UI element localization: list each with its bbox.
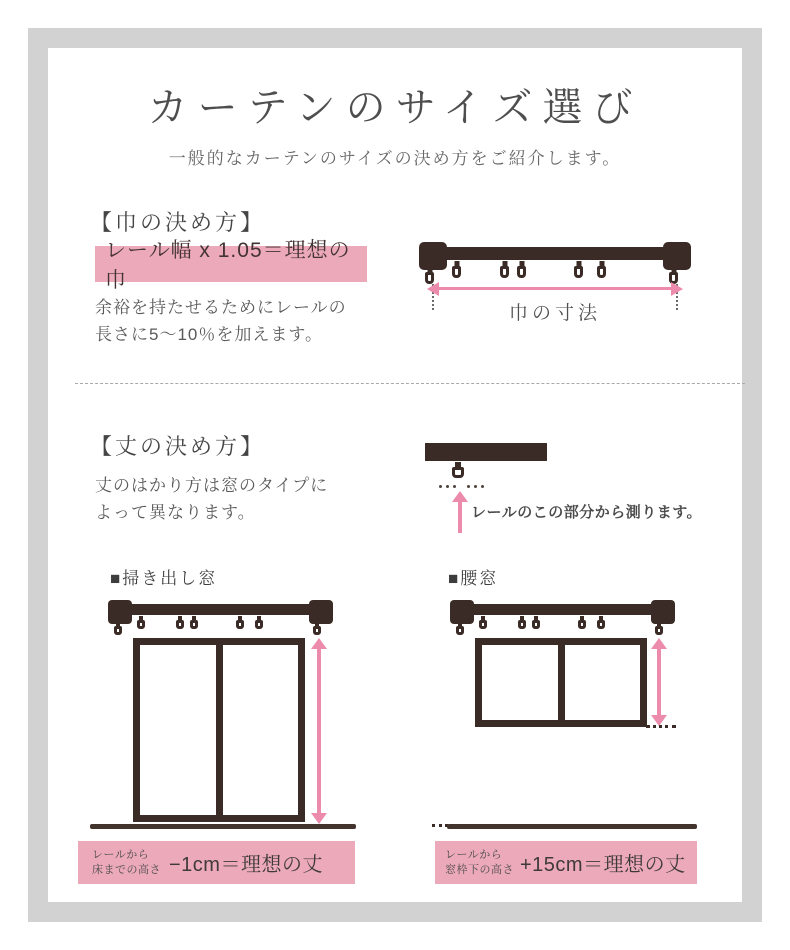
floor-window-formula: −1cm＝理想の丈	[169, 854, 323, 876]
height-measure-arrow-icon	[651, 638, 667, 726]
length-section-heading: 【丈の決め方】	[90, 434, 266, 459]
waist-window-range: レールから 窓枠下の高さ	[445, 848, 514, 876]
rail-closeup-diagram	[425, 443, 725, 543]
rail-bar	[452, 604, 673, 615]
measure-point-note: レールのこの部分から測ります。	[471, 504, 703, 521]
height-measure-arrow-icon	[311, 638, 327, 824]
rail-cap	[450, 600, 474, 624]
rail-runner	[313, 626, 321, 635]
rail-cap	[419, 242, 447, 270]
rail-cap	[663, 242, 691, 270]
rail-runner	[452, 266, 461, 278]
rail-runner	[597, 620, 605, 629]
rail-runner	[517, 266, 526, 278]
rail-cap	[309, 600, 333, 624]
rail-runner	[500, 266, 509, 278]
rail-bar	[421, 247, 689, 260]
rail-runner	[137, 620, 145, 629]
floor-window-diagram	[88, 598, 358, 834]
rail-runner	[456, 626, 464, 635]
width-note-line2: 長さに5～10％を加えます。	[95, 325, 324, 345]
rail-runner	[597, 266, 606, 278]
length-note	[95, 472, 328, 526]
length-note-line2: よって異なります。	[95, 503, 256, 523]
waist-window-formula-highlight	[435, 841, 697, 884]
floor-line-dotted-start	[432, 824, 448, 827]
rail-runner	[574, 266, 583, 278]
rail-runner	[452, 467, 464, 478]
waist-window-diagram	[430, 598, 700, 834]
window-bottom-dotted-line	[646, 725, 676, 728]
rail-runner	[190, 620, 198, 629]
rail-runner	[578, 620, 586, 629]
length-note-line1: 丈のはかり方は窓のタイプに	[95, 476, 329, 495]
floor-window-formula-highlight	[78, 841, 355, 884]
window-mullion	[558, 645, 565, 720]
rail-runner	[236, 620, 244, 629]
waist-window-label: ■腰窓	[448, 569, 499, 588]
rail-bar	[425, 443, 547, 461]
width-measure-arrow-icon	[427, 282, 683, 296]
page-subtitle: 一般的なカーテンのサイズの決め方をご紹介します。	[168, 149, 622, 168]
rail-runner	[518, 620, 526, 629]
rail-cap	[108, 600, 132, 624]
rail-runner	[255, 620, 263, 629]
rail-runner	[479, 620, 487, 629]
rail-runner	[114, 626, 122, 635]
rail-cap	[651, 600, 675, 624]
floor-window-label: ■掃き出し窓	[110, 569, 218, 588]
floor-line	[90, 824, 356, 829]
rail-runner	[176, 620, 184, 629]
width-diagram	[419, 242, 691, 326]
width-note	[95, 294, 347, 348]
window-illustration	[133, 638, 305, 822]
width-formula-highlight: レール幅 x 1.05＝理想の巾	[95, 246, 367, 282]
waist-window-formula: +15cm＝理想の丈	[520, 854, 686, 876]
rail-runner	[532, 620, 540, 629]
page-title: カーテンのサイズ選び	[147, 85, 643, 131]
width-diagram-caption: 巾の寸法	[508, 303, 601, 324]
width-section-heading: 【巾の決め方】	[90, 210, 266, 235]
section-divider	[75, 383, 745, 384]
window-mullion	[216, 645, 223, 815]
rail-bar	[110, 604, 331, 615]
window-illustration	[475, 638, 647, 727]
floor-window-range: レールから 床までの高さ	[92, 848, 161, 876]
measure-point-arrow-icon	[452, 491, 468, 533]
rail-runner	[655, 626, 663, 635]
floor-line	[447, 824, 697, 829]
width-note-line1: 余裕を持たせるためにレールの	[95, 298, 347, 317]
